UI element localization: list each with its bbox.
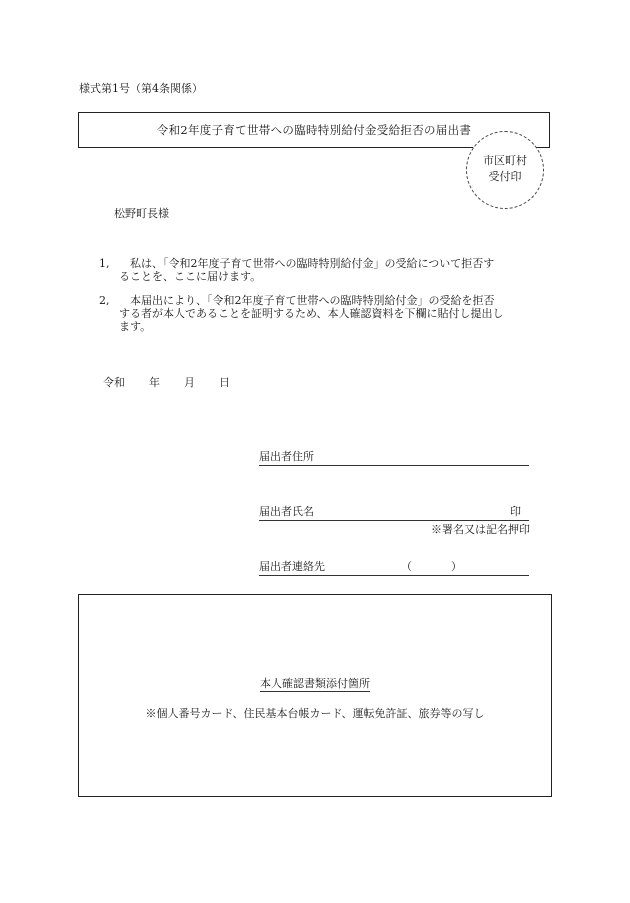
item-text-line: 本届出により、「令和2年度子育て世帯への臨時特別給付金」の受給を拒否 <box>130 294 495 307</box>
reception-stamp-area <box>466 131 544 209</box>
item-number: 2, <box>99 294 110 307</box>
item-text-line: ることを、ここに届けます。 <box>119 270 262 283</box>
contact-paren-open: （ <box>401 560 412 573</box>
date-line <box>103 374 230 390</box>
item-number: 1, <box>99 257 110 270</box>
statement-item-1 <box>99 257 531 283</box>
item-text-line: ます。 <box>119 320 152 333</box>
contact-field[interactable] <box>259 558 529 576</box>
item-text-line: 私は、「令和2年度子育て世帯への臨時特別給付金」の受給について拒否す <box>130 257 495 270</box>
name-label: 届出者氏名 <box>259 505 314 518</box>
address-label: 届出者住所 <box>259 450 314 463</box>
statement-item-2 <box>99 294 531 333</box>
addressee: 松野町長様 <box>114 207 169 220</box>
name-field[interactable] <box>259 503 529 521</box>
address-field[interactable] <box>259 448 529 466</box>
attachment-heading <box>79 675 551 691</box>
document-title: 令和2年度子育て世帯への臨時特別給付金受給拒否の届出書 <box>156 123 472 137</box>
date-era: 令和 <box>103 376 125 389</box>
id-document-attachment-box <box>78 594 552 797</box>
date-day: 日 <box>219 376 230 389</box>
attachment-heading-text: 本人確認書類添付箇所 <box>260 677 370 690</box>
seal-mark: 印 <box>510 505 521 518</box>
contact-label: 届出者連絡先 <box>259 560 325 573</box>
form-number: 様式第1号（第4条関係） <box>79 82 203 95</box>
date-year: 年 <box>149 376 160 389</box>
stamp-label-reception: 受付印 <box>488 170 522 183</box>
item-text-line: する者が本人であることを証明するため、本人確認資料を下欄に貼付し提出し <box>119 307 504 320</box>
contact-paren-close: ） <box>451 560 462 573</box>
date-month: 月 <box>184 376 195 389</box>
attachment-note: ※個人番号カード、住民基本台帳カード、運転免許証、旅券等の写し <box>145 707 485 720</box>
signature-note: ※署名又は記名押印 <box>431 523 530 536</box>
stamp-label-municipality: 市区町村 <box>483 154 527 167</box>
